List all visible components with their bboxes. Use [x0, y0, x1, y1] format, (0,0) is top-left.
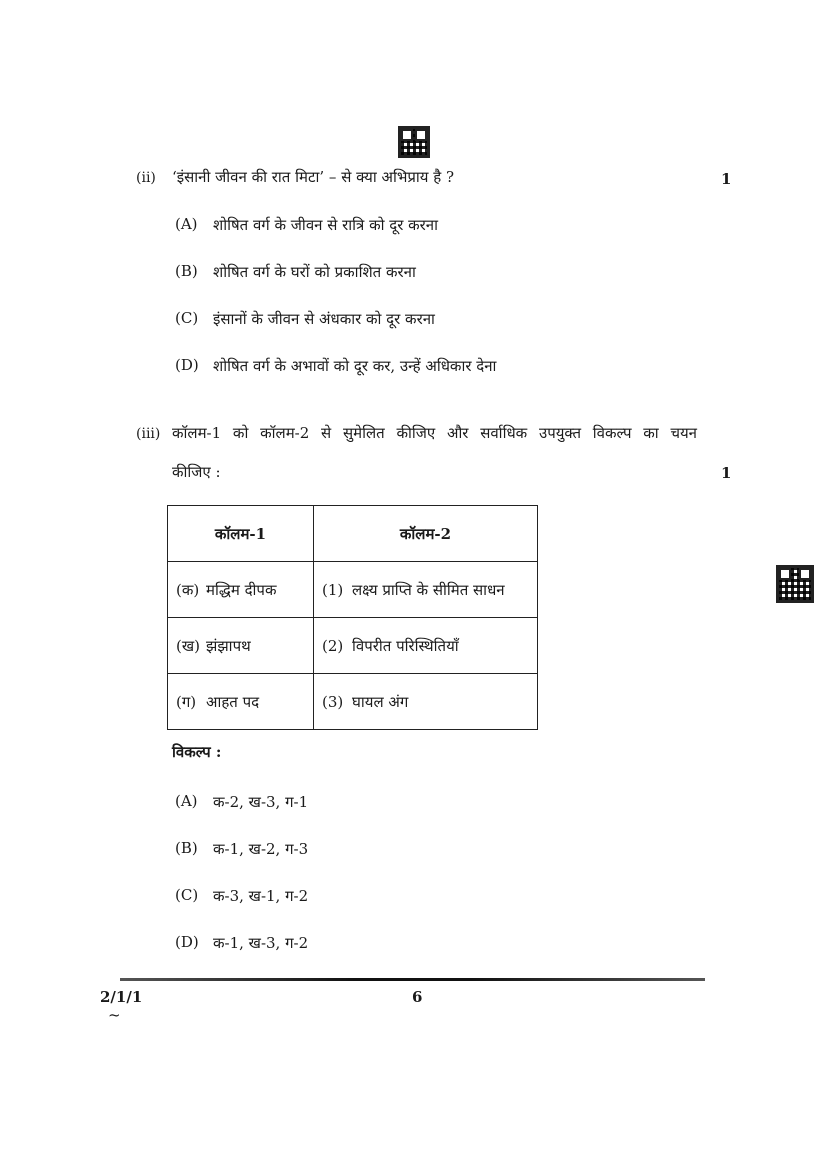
- paper-code: 2/1/1: [100, 988, 143, 1006]
- option-text: क-1, ख-2, ग-3: [213, 840, 309, 858]
- question-2-marks: 1: [721, 170, 732, 188]
- option-text: क-3, ख-1, ग-2: [213, 887, 309, 905]
- option-text: क-2, ख-3, ग-1: [213, 793, 309, 811]
- side-qr-code: [776, 565, 814, 603]
- option-label: (D): [175, 356, 199, 374]
- column-1-cell: [168, 674, 314, 730]
- cell-key: (3): [322, 692, 344, 711]
- question-2-number: (ii): [136, 170, 156, 186]
- cell-text: लक्ष्य प्राप्ति के सीमित साधन: [352, 580, 505, 599]
- cell-text: घायल अंग: [352, 692, 409, 711]
- table-row: [168, 618, 538, 674]
- cell-key: (2): [322, 636, 344, 655]
- option-label: (A): [175, 215, 198, 233]
- footer-tilde: ~: [108, 1006, 121, 1024]
- question-2-text: ‘इंसानी जीवन की रात मिटा’ – से क्या अभिप्राय है ?: [172, 168, 455, 186]
- option-text: क-1, ख-3, ग-2: [213, 934, 309, 952]
- q3-option-b: [175, 839, 308, 859]
- column-1-cell: [168, 618, 314, 674]
- column-2-cell: [314, 618, 538, 674]
- cell-text: झंझापथ: [206, 636, 251, 655]
- options-heading: विकल्प :: [172, 743, 222, 761]
- footer-divider: [120, 978, 705, 981]
- top-qr-code: [398, 126, 430, 158]
- q2-option-c: [175, 309, 435, 329]
- option-label: (A): [175, 792, 198, 810]
- q3-option-d: [175, 933, 308, 953]
- column-1-header: कॉलम-1: [168, 506, 314, 562]
- question-3-text-line1: कॉलम-1 को कॉलम-2 से सुमेलित कीजिए और सर्वाधिक उपयुक्त विकल्प का चयन: [172, 424, 697, 442]
- cell-key: (ग): [176, 692, 197, 711]
- q2-option-d: [175, 356, 496, 376]
- option-label: (D): [175, 933, 199, 951]
- q3-option-a: [175, 792, 308, 812]
- option-label: (C): [175, 309, 199, 327]
- table-row: [168, 674, 538, 730]
- cell-key: (क): [176, 580, 200, 599]
- option-label: (B): [175, 262, 198, 280]
- column-2-cell: [314, 562, 538, 618]
- question-3-number: (iii): [136, 426, 161, 442]
- option-text: शोषित वर्ग के अभावों को दूर कर, उन्हें अधिकार देना: [213, 357, 497, 375]
- cell-text: आहत पद: [206, 692, 260, 711]
- question-3-marks: 1: [721, 464, 732, 482]
- match-table: [167, 505, 538, 730]
- page-number: 6: [412, 988, 423, 1006]
- option-text: शोषित वर्ग के घरों को प्रकाशित करना: [213, 263, 416, 281]
- cell-key: (1): [322, 580, 344, 599]
- option-label: (B): [175, 839, 198, 857]
- option-label: (C): [175, 886, 199, 904]
- column-2-cell: [314, 674, 538, 730]
- column-2-header: कॉलम-2: [314, 506, 538, 562]
- q3-option-c: [175, 886, 308, 906]
- cell-key: (ख): [176, 636, 200, 655]
- option-text: इंसानों के जीवन से अंधकार को दूर करना: [213, 310, 435, 328]
- cell-text: मद्धिम दीपक: [206, 580, 277, 599]
- q2-option-a: [175, 215, 438, 235]
- option-text: शोषित वर्ग के जीवन से रात्रि को दूर करना: [213, 216, 439, 234]
- table-row: [168, 562, 538, 618]
- cell-text: विपरीत परिस्थितियाँ: [352, 636, 459, 655]
- table-header-row: [168, 506, 538, 562]
- column-1-cell: [168, 562, 314, 618]
- question-3-text-line2: कीजिए :: [172, 463, 221, 481]
- q2-option-b: [175, 262, 416, 282]
